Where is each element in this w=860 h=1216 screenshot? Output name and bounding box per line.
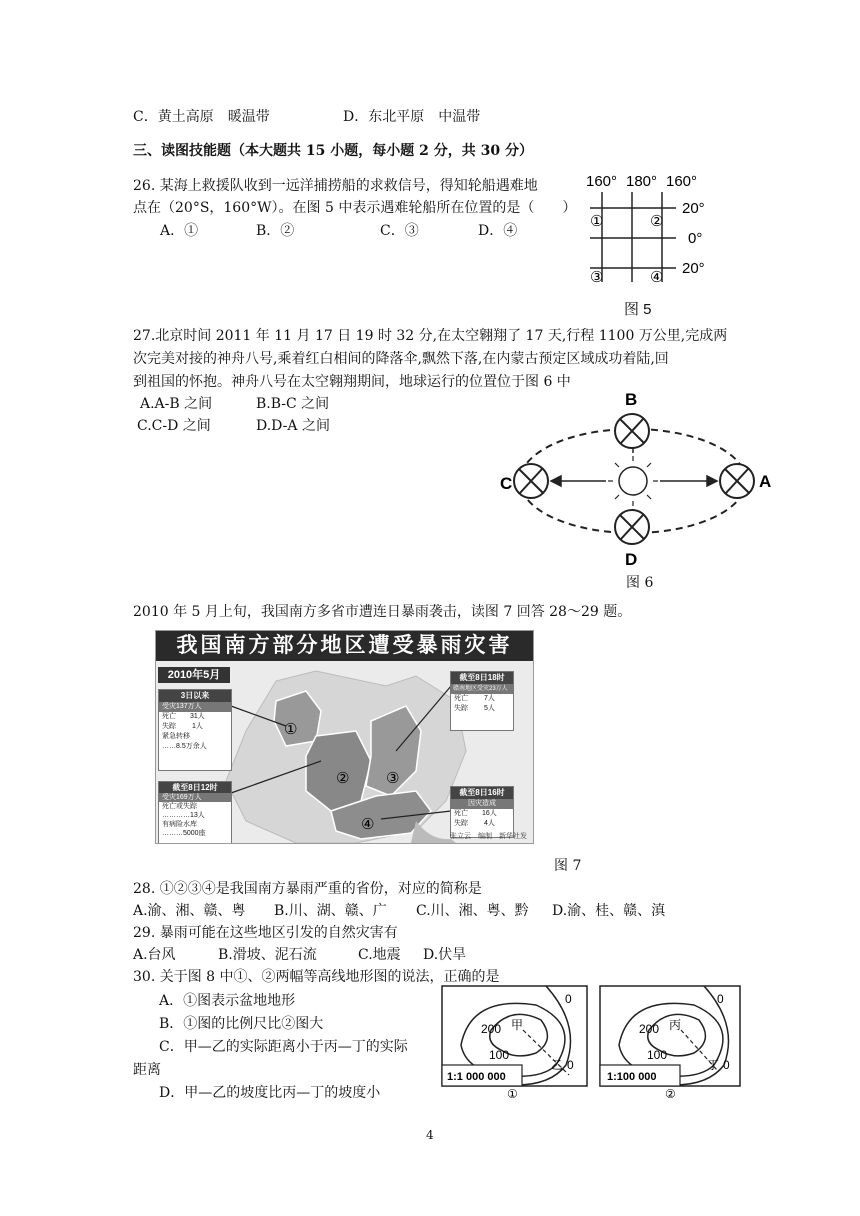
q30-option-d: D．甲—乙的坡度比丙—丁的坡度小	[159, 1085, 381, 1101]
map1-label: ①	[507, 1087, 518, 1100]
map-marker-3: ③	[386, 770, 400, 787]
info-box-4-row: 失踪 4人	[454, 820, 495, 827]
map2-contour-0-bottom: 0	[723, 1058, 730, 1072]
map1-point-jia: 甲	[511, 1018, 524, 1032]
info-box-2-row: …………13人	[162, 812, 205, 819]
q28-option-a: A.渝、湘、赣、粤	[133, 903, 246, 919]
map2-contour-200: 200	[639, 1022, 660, 1036]
info-box-1	[158, 689, 232, 771]
q30-option-c: C．甲—乙的实际距离小于丙—丁的实际	[159, 1039, 408, 1055]
grid-label-180: 180°	[626, 173, 658, 190]
figure-7-title: 我国南方部分地区遭受暴雨灾害	[156, 631, 533, 661]
figure-6-caption: 图 6	[626, 575, 654, 591]
q27-option-b: B.B-C 之间	[256, 396, 330, 412]
q30-option-b: B．①图的比例尺比②图大	[159, 1016, 324, 1032]
figure-5-grid	[584, 170, 724, 285]
q30-option-c-cont: 距离	[133, 1062, 161, 1078]
map1-scale: 1:1 000 000	[447, 1071, 506, 1083]
q27-option-a: A.A-B 之间	[140, 396, 213, 412]
q30-option-a: A．①图表示盆地地形	[159, 993, 296, 1009]
map1-point-yi: 乙	[551, 1058, 564, 1072]
figure-7-caption: 图 7	[554, 858, 582, 874]
q30-question: 30. 关于图 8 中①、②两幅等高线地形图的说法，正确的是	[133, 969, 500, 985]
q27-option-d: D.D-A 之间	[256, 418, 330, 434]
grid-marker-4: ④	[650, 269, 664, 285]
info-box-2	[158, 781, 232, 844]
info-box-1-row: 失踪 1人	[162, 723, 203, 730]
grid-label-20s: 20°	[682, 260, 705, 277]
figure-7-credit: 张立云 编制 新华社发	[450, 833, 527, 840]
info-box-4-sub: 因灾造成	[451, 799, 513, 809]
q27-line1: 27.北京时间 2011 年 11 月 17 日 19 时 32 分,在太空翱翔了 17 天,行程 1100 万公里,完成两	[133, 328, 728, 344]
info-box-1-row: ……8.5万余人	[162, 743, 207, 750]
info-box-1-header: 3日以来	[159, 690, 231, 702]
info-box-3	[450, 671, 514, 731]
map2-contour-100: 100	[647, 1048, 668, 1062]
figure-6-orbit	[495, 385, 785, 570]
info-box-2-row: 有病险水库	[162, 821, 197, 828]
orbit-point-b: B	[625, 390, 638, 409]
grid-marker-2: ②	[650, 213, 664, 230]
info-box-3-row: 死亡 7人	[454, 695, 495, 702]
grid-marker-3: ③	[590, 269, 604, 285]
q28-question: 28. ①②③④是我国南方暴雨严重的省份，对应的简称是	[133, 881, 482, 897]
q26-option-d: D．④	[478, 223, 518, 239]
map2-point-ding: 丁	[707, 1058, 720, 1072]
page-number: 4	[426, 1128, 434, 1142]
info-box-4-row: 死亡 16人	[454, 810, 497, 817]
info-box-2-row: 死亡或失踪	[162, 803, 197, 810]
figure-7-date-tag: 2010年5月	[158, 667, 230, 683]
map1-contour-0-top: 0	[565, 992, 572, 1006]
info-box-2-header: 截至8日12时	[159, 782, 231, 793]
orbit-point-d: D	[625, 550, 638, 569]
info-box-2-sub: 受灾169万人	[159, 793, 231, 802]
info-box-2-row: ………5000座	[162, 830, 206, 837]
info-box-4-header: 截至8日16时	[451, 787, 513, 799]
info-box-3-sub: 赣南地区受灾23万人	[451, 684, 513, 694]
info-box-1-row: 紧急转移	[162, 733, 190, 740]
q26-line2: 点在（20°S，160°W）。在图 5 中表示遇难轮船所在位置的是（ ）	[133, 200, 577, 216]
q26-option-b: B．②	[256, 223, 295, 239]
contour-map-1	[441, 985, 589, 1100]
q29-option-c: C.地震	[358, 947, 401, 963]
section-heading: 三、读图技能题（本大题共 15 小题，每小题 2 分，共 30 分）	[133, 143, 533, 159]
map1-contour-200: 200	[481, 1022, 502, 1036]
map1-contour-0-bottom: 0	[567, 1058, 574, 1072]
map2-scale: 1:100 000	[607, 1071, 657, 1083]
orbit-point-a: A	[759, 472, 772, 491]
grid-label-0: 0°	[688, 230, 703, 247]
map2-point-bing: 丙	[669, 1018, 682, 1032]
q26-option-c: C．③	[380, 223, 419, 239]
q29-option-a: A.台风	[133, 947, 176, 963]
map2-label: ②	[665, 1087, 676, 1100]
q29-option-d: D.伏旱	[423, 947, 467, 963]
q27-line2: 次完美对接的神舟八号,乘着红白相间的降落伞,飘然下落,在内蒙古预定区域成功着陆,回	[133, 351, 669, 367]
q28-option-d: D.渝、桂、赣、滇	[552, 903, 666, 919]
grid-marker-1: ①	[590, 213, 604, 230]
map2-contour-0-top: 0	[717, 992, 724, 1006]
orbit-point-c: C	[500, 474, 513, 493]
grid-label-160e: 160°	[666, 173, 698, 190]
q29-question: 29. 暴雨可能在这些地区引发的自然灾害有	[133, 925, 398, 941]
map-marker-4: ④	[361, 816, 375, 833]
q27-option-c: C.C-D 之间	[137, 418, 211, 434]
q28-intro: 2010 年 5 月上旬，我国南方多省市遭连日暴雨袭击，读图 7 回答 28～29 题。	[133, 604, 632, 620]
info-box-1-row: 死亡 31人	[162, 713, 205, 720]
map-marker-1: ①	[284, 721, 298, 738]
figure-7-map	[155, 630, 534, 844]
info-box-1-sub: 受灾137万人	[159, 702, 231, 712]
map-marker-2: ②	[336, 770, 350, 787]
q25-option-d: D．东北平原 中温带	[343, 109, 481, 125]
q29-option-b: B.滑坡、泥石流	[218, 947, 317, 963]
info-box-3-header: 截至8日18时	[451, 672, 513, 684]
figure-5-caption: 图 5	[624, 301, 652, 318]
info-box-3-row: 失踪 5人	[454, 705, 495, 712]
q25-option-c: C．黄土高原 暖温带	[133, 109, 270, 125]
q26-option-a: A．①	[160, 223, 199, 239]
map1-contour-100: 100	[489, 1048, 510, 1062]
contour-map-2	[599, 985, 747, 1100]
q28-option-c: C.川、湘、粤、黔	[416, 903, 529, 919]
grid-label-20n: 20°	[682, 200, 705, 217]
q27-line3: 到祖国的怀抱。神舟八号在太空翱翔期间，地球运行的位置位于图 6 中	[133, 374, 571, 390]
q28-option-b: B.川、湖、赣、广	[274, 903, 387, 919]
grid-label-160w: 160°	[586, 173, 618, 190]
q26-line1: 26. 某海上救援队收到一远洋捕捞船的求救信号，得知轮船遇难地	[133, 178, 538, 194]
